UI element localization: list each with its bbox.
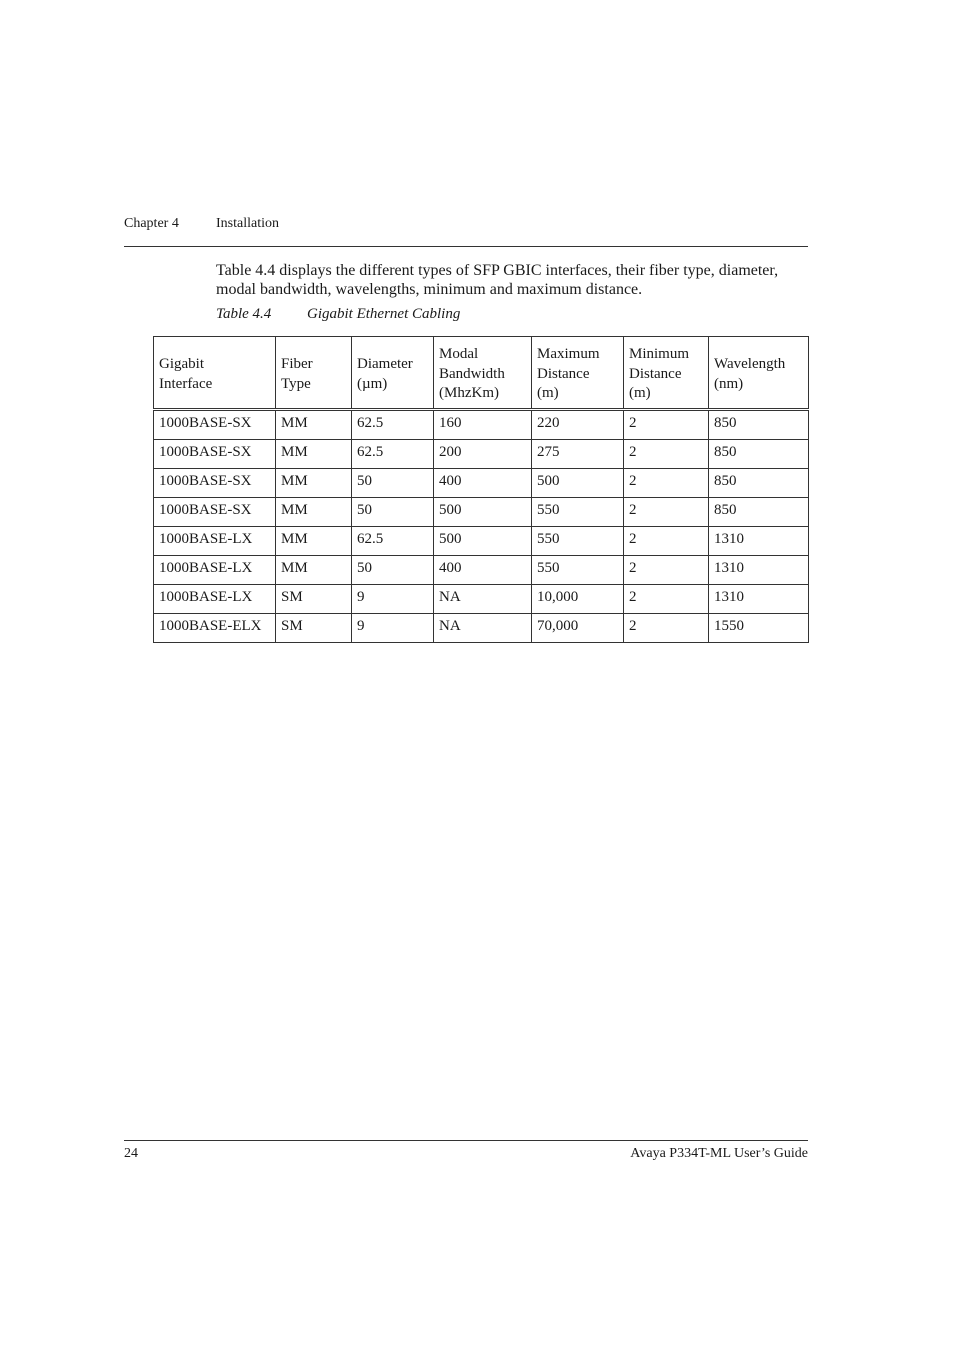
gigabit-ethernet-cabling-table [153, 336, 809, 643]
cell-gigabit-interface: 1000BASE-LX [154, 585, 276, 614]
cell-fiber-type: SM [276, 614, 352, 643]
table-row [154, 585, 809, 614]
cell-modal-bandwidth: 500 [434, 498, 532, 527]
cell-diameter: 62.5 [352, 440, 434, 469]
header-line: Distance [629, 365, 682, 382]
cell-maximum-distance: 275 [532, 440, 624, 469]
cell-wavelength: 850 [709, 469, 809, 498]
cell-maximum-distance: 550 [532, 527, 624, 556]
header-gigabit-interface [154, 337, 276, 410]
cell-diameter: 62.5 [352, 410, 434, 440]
cell-minimum-distance: 2 [624, 440, 709, 469]
header-fiber-type [276, 337, 352, 410]
cell-fiber-type: MM [276, 498, 352, 527]
cell-minimum-distance: 2 [624, 556, 709, 585]
table-header-row [154, 337, 809, 410]
cell-gigabit-interface: 1000BASE-SX [154, 469, 276, 498]
header-minimum-distance [624, 337, 709, 410]
cell-modal-bandwidth: 200 [434, 440, 532, 469]
cell-gigabit-interface: 1000BASE-ELX [154, 614, 276, 643]
cell-fiber-type: MM [276, 410, 352, 440]
cell-minimum-distance: 2 [624, 614, 709, 643]
header-line: Type [281, 375, 311, 392]
table-row [154, 614, 809, 643]
cell-diameter: 9 [352, 614, 434, 643]
cell-maximum-distance: 500 [532, 469, 624, 498]
cell-diameter: 50 [352, 498, 434, 527]
header-line: (MhzKm) [439, 385, 499, 402]
cell-minimum-distance: 2 [624, 527, 709, 556]
cell-wavelength: 1310 [709, 585, 809, 614]
cell-modal-bandwidth: NA [434, 585, 532, 614]
cell-gigabit-interface: 1000BASE-LX [154, 556, 276, 585]
header-line: Modal [439, 346, 479, 363]
cell-wavelength: 850 [709, 498, 809, 527]
header-wavelength [709, 337, 809, 410]
cell-maximum-distance: 70,000 [532, 614, 624, 643]
header-modal-bandwidth [434, 337, 532, 410]
cell-maximum-distance: 220 [532, 410, 624, 440]
cell-wavelength: 850 [709, 440, 809, 469]
table-caption-title: Gigabit Ethernet Cabling [307, 306, 461, 322]
cell-gigabit-interface: 1000BASE-SX [154, 440, 276, 469]
header-line: Minimum [629, 346, 690, 363]
chapter-label: Chapter 4 [124, 216, 179, 231]
cell-wavelength: 1310 [709, 527, 809, 556]
cell-diameter: 50 [352, 469, 434, 498]
header-line: Bandwidth [439, 365, 505, 382]
cell-diameter: 9 [352, 585, 434, 614]
header-line: Fiber [281, 356, 313, 372]
running-header [124, 216, 808, 247]
cell-wavelength: 1550 [709, 614, 809, 643]
cell-gigabit-interface: 1000BASE-LX [154, 527, 276, 556]
header-line: Maximum [537, 346, 600, 363]
cell-modal-bandwidth: NA [434, 614, 532, 643]
cell-minimum-distance: 2 [624, 585, 709, 614]
cell-gigabit-interface: 1000BASE-SX [154, 410, 276, 440]
cell-minimum-distance: 2 [624, 410, 709, 440]
header-line: (nm) [714, 375, 744, 392]
table-row [154, 527, 809, 556]
table-body [154, 410, 809, 643]
table-row [154, 440, 809, 469]
header-diameter [352, 337, 434, 410]
page-number: 24 [124, 1146, 138, 1161]
intro-paragraph: Table 4.4 displays the different types of SFP GBIC interfaces, their fiber type, diameter, modal bandwidth, wavelengths, minimum and maximum distance. [216, 262, 779, 298]
table-row [154, 498, 809, 527]
cell-fiber-type: MM [276, 469, 352, 498]
header-line: (µm) [357, 375, 388, 392]
cell-fiber-type: MM [276, 556, 352, 585]
cell-diameter: 62.5 [352, 527, 434, 556]
table-row [154, 410, 809, 440]
header-maximum-distance [532, 337, 624, 410]
header-line: Interface [159, 375, 213, 392]
cell-minimum-distance: 2 [624, 469, 709, 498]
table-caption [216, 306, 460, 323]
header-line: Gigabit [159, 356, 204, 372]
cell-fiber-type: SM [276, 585, 352, 614]
header-line: Distance [537, 365, 590, 382]
section-label: Installation [216, 216, 279, 231]
cell-maximum-distance: 550 [532, 556, 624, 585]
cell-minimum-distance: 2 [624, 498, 709, 527]
cell-wavelength: 850 [709, 410, 809, 440]
table-row [154, 469, 809, 498]
cell-maximum-distance: 10,000 [532, 585, 624, 614]
cell-modal-bandwidth: 160 [434, 410, 532, 440]
table-row [154, 556, 809, 585]
cell-modal-bandwidth: 500 [434, 527, 532, 556]
cell-fiber-type: MM [276, 527, 352, 556]
header-line: (m) [629, 385, 651, 402]
cell-gigabit-interface: 1000BASE-SX [154, 498, 276, 527]
header-line: (m) [537, 385, 559, 402]
guide-title: Avaya P334T-ML User’s Guide [630, 1146, 808, 1161]
cell-diameter: 50 [352, 556, 434, 585]
cell-wavelength: 1310 [709, 556, 809, 585]
header-line: Wavelength [714, 356, 786, 372]
header-line: Diameter [357, 356, 413, 372]
cell-fiber-type: MM [276, 440, 352, 469]
running-footer [124, 1140, 808, 1171]
cell-modal-bandwidth: 400 [434, 556, 532, 585]
cell-modal-bandwidth: 400 [434, 469, 532, 498]
table-caption-number: Table 4.4 [216, 306, 272, 322]
cell-maximum-distance: 550 [532, 498, 624, 527]
